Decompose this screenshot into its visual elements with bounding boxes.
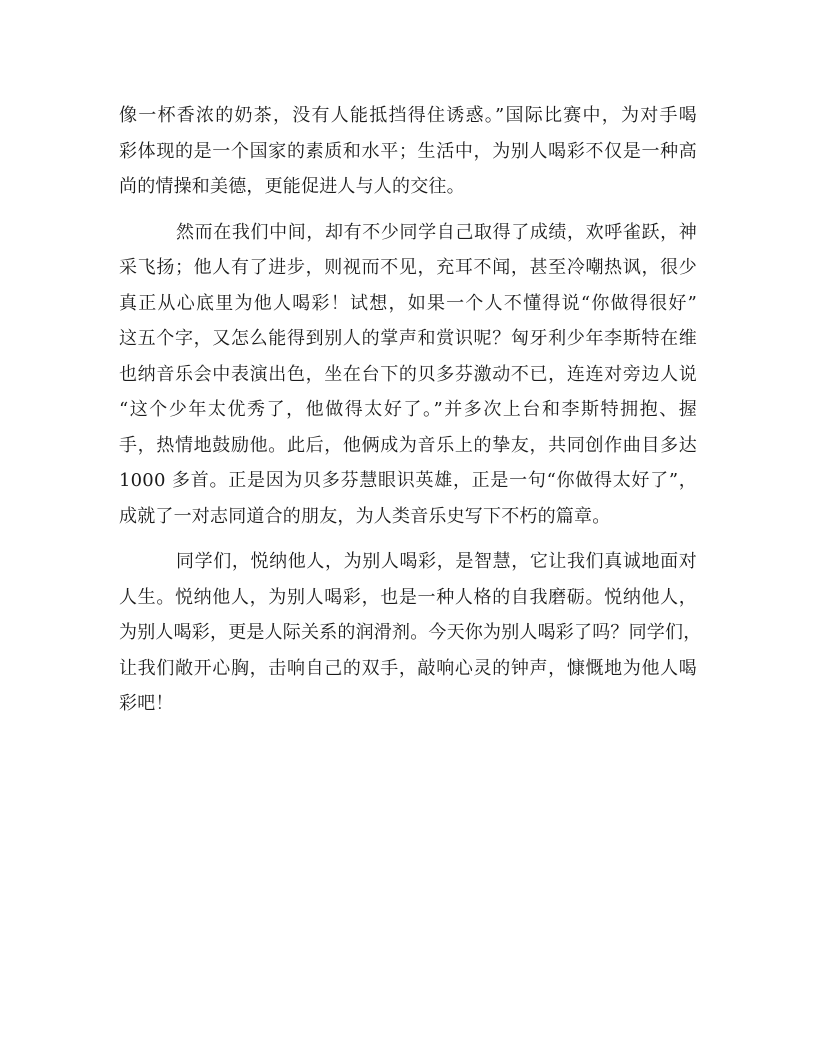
paragraph-line: “这个少年太优秀了，他做得太好了。”并多次上台和李斯特拥抱、握	[119, 399, 697, 420]
paragraph-line: 成就了一对志同道合的朋友，为人类音乐史写下不朽的篇章。	[119, 505, 611, 527]
paragraph-line: 同学们，悦纳他人，为别人喝彩，是智慧，它让我们真诚地面对	[176, 551, 697, 572]
paragraph-2	[119, 215, 697, 535]
paragraph-line: 这五个字，又怎么能得到别人的掌声和赏识呢？匈牙利少年李斯特在维	[119, 328, 697, 349]
paragraph-line: 彩吧！	[119, 693, 174, 714]
paragraph-line: 彩体现的是一个国家的素质和水平；生活中，为别人喝彩不仅是一种高	[119, 140, 697, 162]
paragraph-line: 为别人喝彩，更是人际关系的润滑剂。今天你为别人喝彩了吗？同学们，	[119, 622, 702, 643]
paragraph-line: 采飞扬；他人有了进步，则视而不见，充耳不闻，甚至冷嘲热讽，很少	[119, 257, 697, 278]
paragraph-3	[119, 544, 702, 722]
document-body	[119, 98, 702, 722]
paragraph-line: 真正从心底里为他人喝彩！试想，如果一个人不懂得说“你做得很好”	[119, 292, 697, 314]
paragraph-line: 1000 多首。正是因为贝多芬慧眼识英雄，正是一句“你做得太好了”，	[119, 470, 697, 491]
paragraph-line: 让我们敞开心胸，击响自己的双手，敲响心灵的钟声，慷慨地为他人喝	[119, 657, 697, 679]
paragraph-line: 像一杯香浓的奶茶，没有人能抵挡得住诱惑。”国际比赛中，为对手喝	[119, 105, 697, 126]
paragraph-line: 手，热情地鼓励他。此后，他俩成为音乐上的挚友，共同创作曲目多达	[119, 434, 697, 456]
paragraph-line: 人生。悦纳他人，为别人喝彩，也是一种人格的自我磨砺。悦纳他人，	[119, 586, 697, 608]
paragraph-line: 尚的情操和美德，更能促进人与人的交往。	[119, 176, 465, 197]
paragraph-line: 然而在我们中间，却有不少同学自己取得了成绩，欢呼雀跃，神	[176, 221, 697, 243]
paragraph-1	[119, 98, 697, 205]
paragraph-line: 也纳音乐会中表演出色，坐在台下的贝多芬激动不已，连连对旁边人说	[119, 363, 697, 385]
